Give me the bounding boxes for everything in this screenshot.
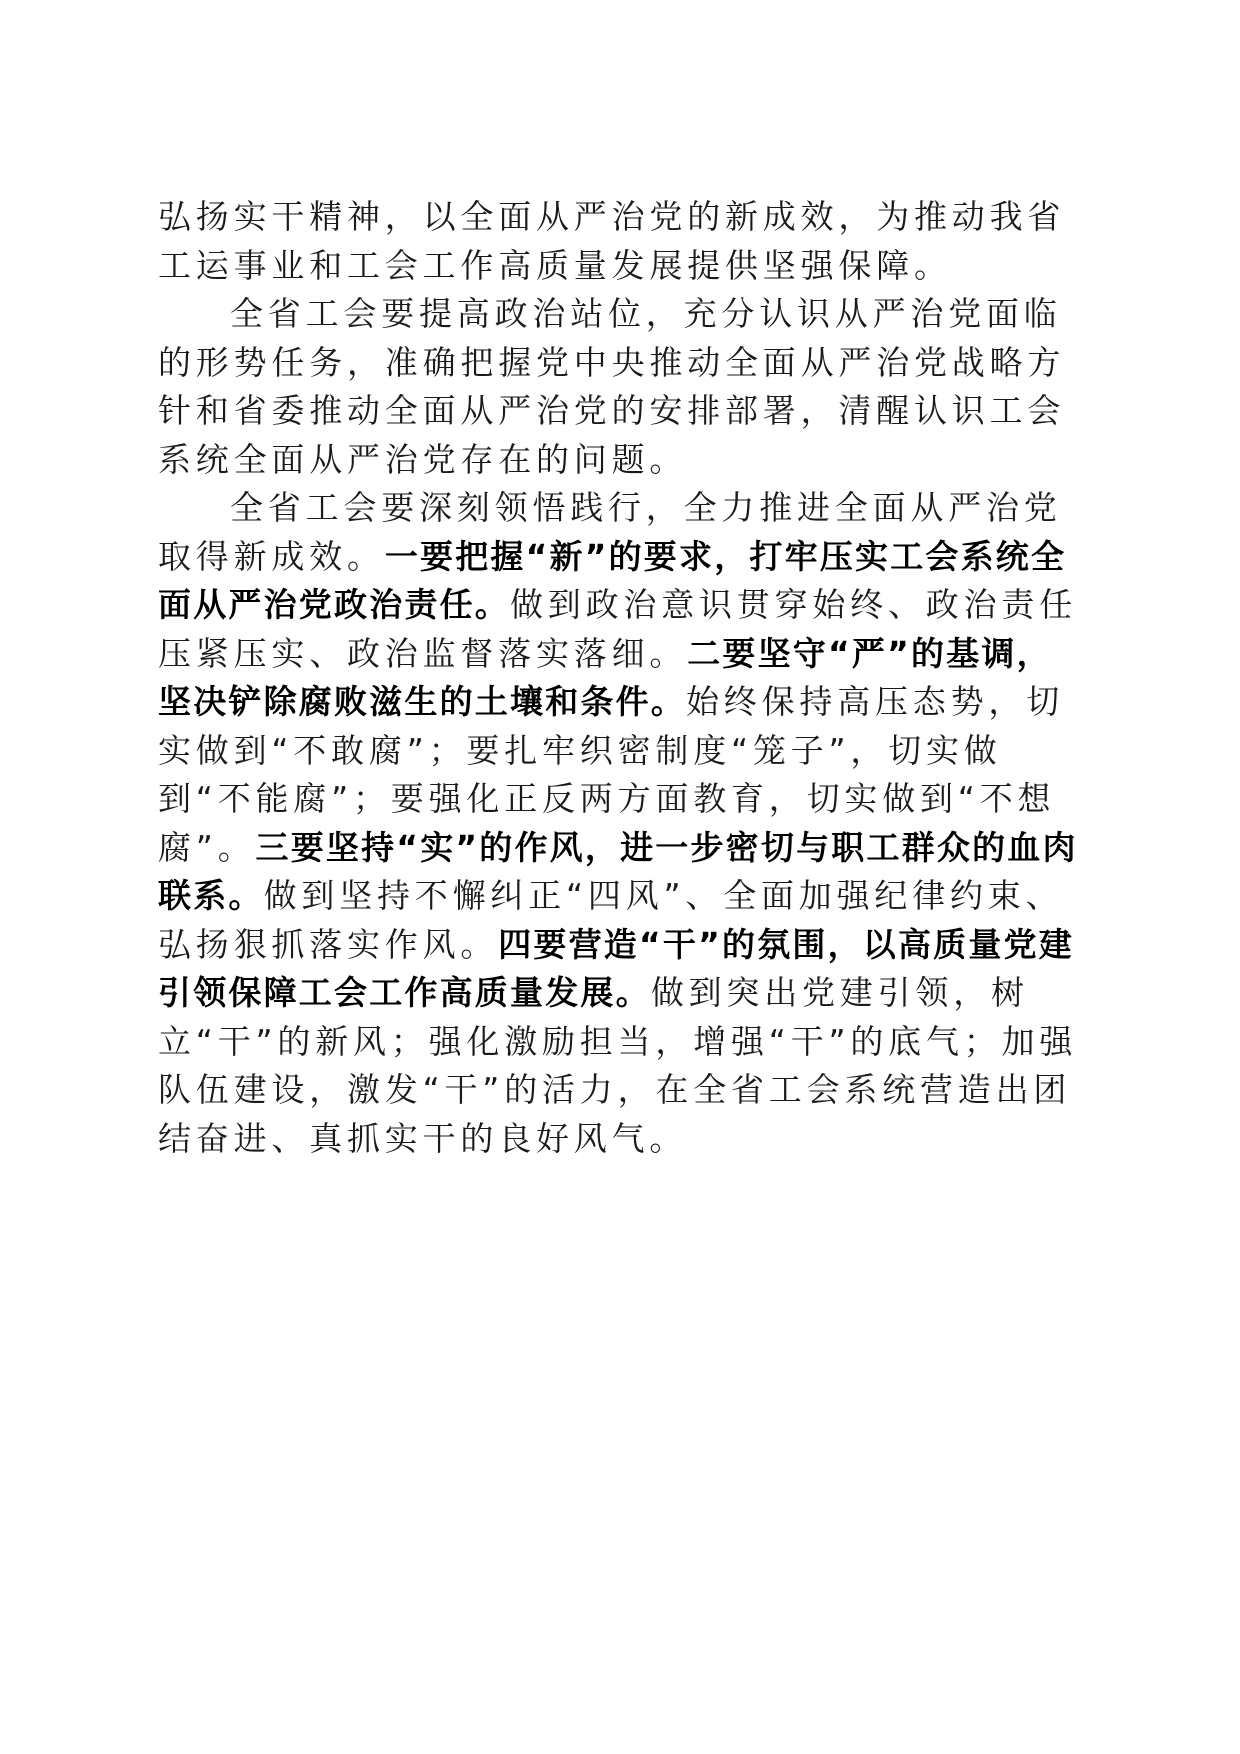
paragraph-3 xyxy=(158,484,1078,1163)
paragraph-3-intro: 全省工会要深刻领悟践行，全力推进全面从严治党取得新成效。 xyxy=(158,488,1062,576)
point-2-body: 始终保持高压态势，切实做到“不敢腐”；要扎牢织密制度“笼子”，切实做到“不能腐”；要强化正反两方面教育，切实做到“不想腐”。 xyxy=(158,682,1064,867)
point-3-body: 做到坚持不懈纠正“四风”、全面加强纪律约束、弘扬狠抓落实作风。 xyxy=(158,876,1064,964)
paragraph-2 xyxy=(158,290,1078,484)
document-body xyxy=(158,193,1078,1163)
point-4-body: 做到突出党建引领，树立“干”的新风；强化激励担当，增强“干”的底气；加强队伍建设，激发“干”的活力，在全省工会系统营造出团结奋进、真抓实干的良好风气。 xyxy=(158,973,1078,1158)
paragraph-2-text: 全省工会要提高政治站位，充分认识从严治党面临的形势任务，准确把握党中央推动全面从严治党战略方针和省委推动全面从严治党的安排部署，清醒认识工会系统全面从严治党存在的问题。 xyxy=(158,294,1066,479)
paragraph-1 xyxy=(158,193,1078,290)
point-4-heading: 四要营造“干”的氛围，以高质量党建引领保障工会工作高质量发展。 xyxy=(158,924,1074,1012)
point-1-body: 做到政治意识贯穿始终、政治责任压紧压实、政治监督落实落细。 xyxy=(158,585,1077,673)
paragraph-1-text: 弘扬实干精神，以全面从严治党的新成效，为推动我省工运事业和工会工作高质量发展提供坚强保障。 xyxy=(158,197,1066,285)
point-3-heading: 三要坚持“实”的作风，进一步密切与职工群众的血肉联系。 xyxy=(158,827,1078,915)
point-1-heading: 一要把握“新”的要求，打牢压实工会系统全面从严治党政治责任。 xyxy=(158,536,1067,624)
point-2-heading: 二要坚守“严”的基调，坚决铲除腐败滋生的土壤和条件。 xyxy=(158,633,1052,721)
